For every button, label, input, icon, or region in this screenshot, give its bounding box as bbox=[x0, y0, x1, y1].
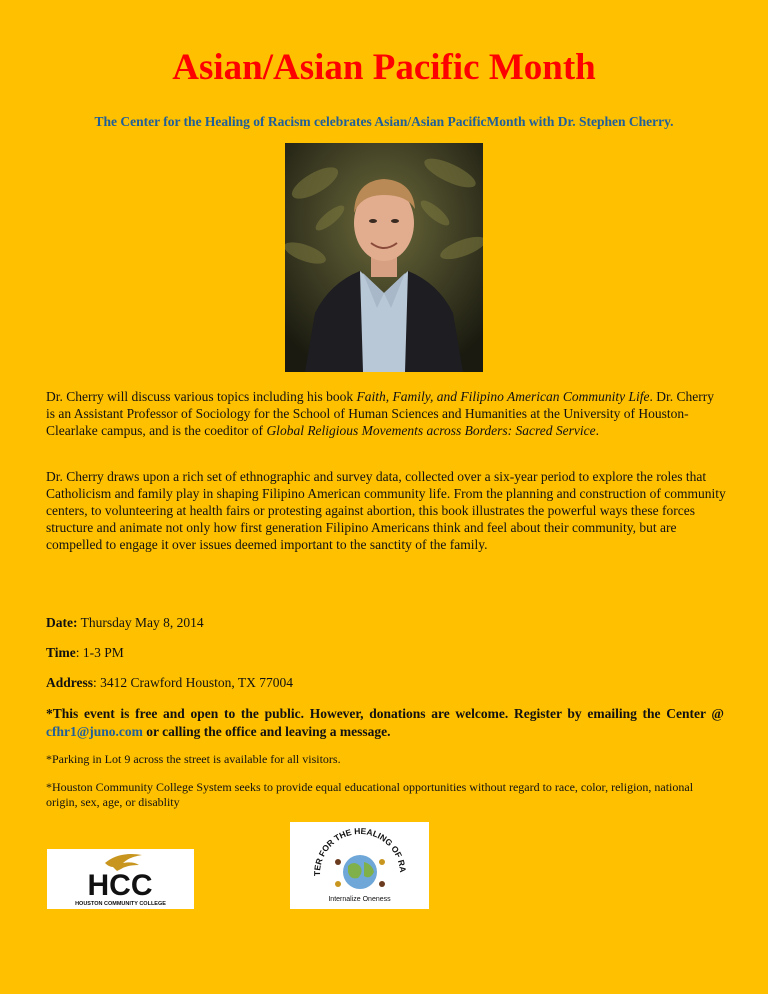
page-title: Asian/Asian Pacific Month bbox=[172, 47, 596, 88]
event-time bbox=[46, 645, 124, 661]
hcc-logo-caption: HOUSTON COMMUNITY COLLEGE bbox=[75, 901, 166, 907]
book-title-faith-family: Faith, Family, and Filipino American Community Life bbox=[356, 389, 650, 404]
event-date bbox=[46, 615, 204, 631]
bio-paragraph bbox=[46, 388, 726, 439]
email-link[interactable]: cfhr1@juno.com bbox=[46, 724, 143, 739]
hcc-logo bbox=[47, 849, 194, 909]
equal-opportunity-statement: *Houston Community College System seeks to provide equal educational opportunities without regard to race, color, religion, national origin, sex, age, or disablity bbox=[46, 780, 694, 809]
book-title-global-religious: Global Religious Movements across Borders: Sacred Service bbox=[266, 423, 596, 438]
event-address bbox=[46, 675, 293, 691]
center-healing-racism-logo bbox=[290, 822, 429, 909]
speaker-portrait-image bbox=[285, 143, 483, 372]
time-value: : 1-3 PM bbox=[75, 645, 124, 660]
address-label: Address bbox=[46, 675, 94, 690]
notice-before: *This event is free and open to the public. However, donations are welcome. Register by emailing the Center @ bbox=[46, 706, 724, 721]
hcc-logo-text: HCC bbox=[87, 869, 153, 902]
parking-note: *Parking in Lot 9 across the street is available for all visitors. bbox=[46, 752, 341, 766]
time-label: Time bbox=[46, 645, 76, 660]
notice-after: or calling the office and leaving a message. bbox=[142, 724, 391, 739]
logo-tagline: Internalize Oneness bbox=[328, 896, 391, 903]
book-description-paragraph: Dr. Cherry draws upon a rich set of ethnographic and survey data, collected over a six-year period to explore the roles that Catholicism and family play in shaping Filipino American community life. From the planning and construction of community centers, to volunteering at health fairs or protesting against abortion, this book illustrates the powerful ways these forces structure and animate not only how first generation Filipino Americans think and feel about their community, but are compelled to engage it over issues deemed important to the sanctity of the family. bbox=[46, 469, 726, 552]
bio-mid: . Dr. Cherry is an Assistant Professor of Sociology for the School of Human Sciences and Humanities at the University of Houston- Clearlake campus, and is the coeditor of bbox=[46, 389, 714, 438]
page-subtitle: The Center for the Healing of Racism celebrates Asian/Asian PacificMonth with Dr. Stephen Cherry. bbox=[94, 114, 674, 129]
address-value: : 3412 Crawford Houston, TX 77004 bbox=[93, 675, 294, 690]
bio-lead: Dr. Cherry will discuss various topics including his book bbox=[46, 389, 357, 404]
date-value: Thursday May 8, 2014 bbox=[77, 615, 204, 630]
logo-arc-text: TER FOR THE HEALING OF RA bbox=[311, 825, 409, 877]
registration-notice bbox=[46, 705, 724, 741]
speaker-photo bbox=[285, 143, 483, 372]
hcc-eagle-icon bbox=[47, 849, 194, 909]
date-label: Date: bbox=[46, 615, 78, 630]
bio-end: . bbox=[595, 423, 599, 438]
